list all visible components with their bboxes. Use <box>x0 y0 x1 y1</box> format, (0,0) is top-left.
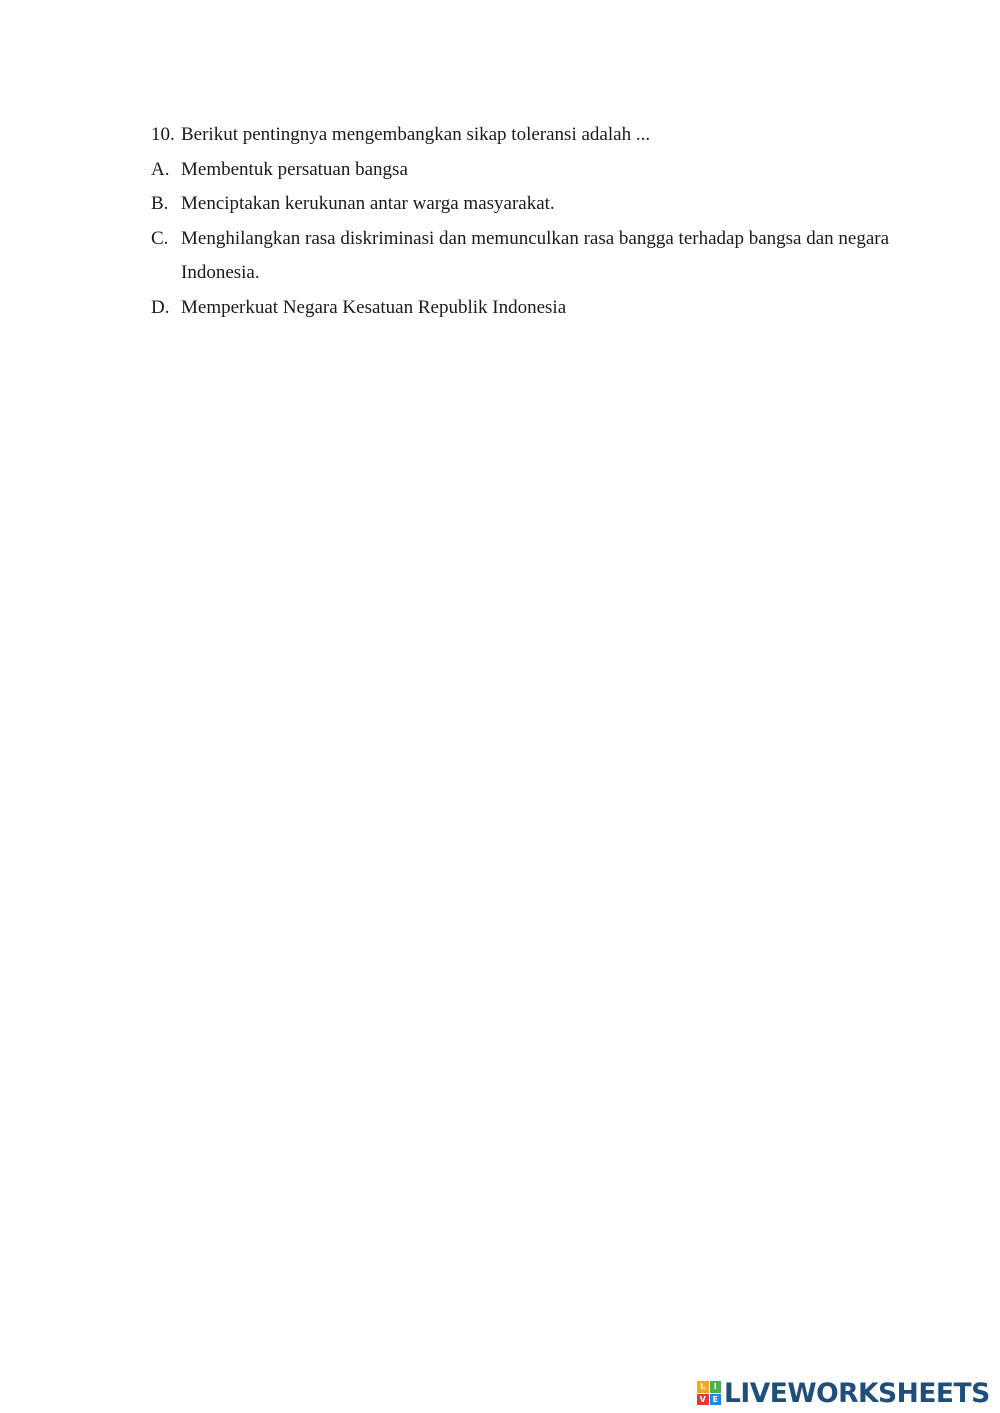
option-a <box>151 153 891 188</box>
option-b <box>151 187 891 222</box>
option-text: Menghilangkan rasa diskriminasi dan memunculkan rasa bangga terhadap bangsa dan negara Indonesia. <box>181 227 890 283</box>
question-block <box>151 118 891 325</box>
liveworksheets-mark-icon <box>697 1381 721 1405</box>
option-letter: A. <box>151 158 170 180</box>
logo-mark-v: V <box>697 1394 709 1406</box>
logo-mark-l: L <box>697 1381 709 1393</box>
logo-mark-i: I <box>710 1381 722 1393</box>
question-text: Berikut pentingnya mengembangkan sikap toleransi adalah ... <box>181 124 651 145</box>
question-line <box>151 118 891 153</box>
question-number: 10. <box>151 124 175 145</box>
liveworksheets-logo <box>697 1378 990 1408</box>
option-d <box>151 291 891 326</box>
option-text: Menciptakan kerukunan antar warga masyarakat. <box>181 193 555 214</box>
option-c <box>151 222 891 291</box>
option-text: Memperkuat Negara Kesatuan Republik Indonesia <box>181 296 567 318</box>
option-letter: B. <box>151 193 169 214</box>
logo-text: LIVEWORKSHEETS <box>724 1377 990 1409</box>
option-text: Membentuk persatuan bangsa <box>181 158 408 180</box>
option-letter: D. <box>151 296 170 318</box>
logo-mark-e: E <box>710 1394 722 1406</box>
option-letter: C. <box>151 227 169 249</box>
